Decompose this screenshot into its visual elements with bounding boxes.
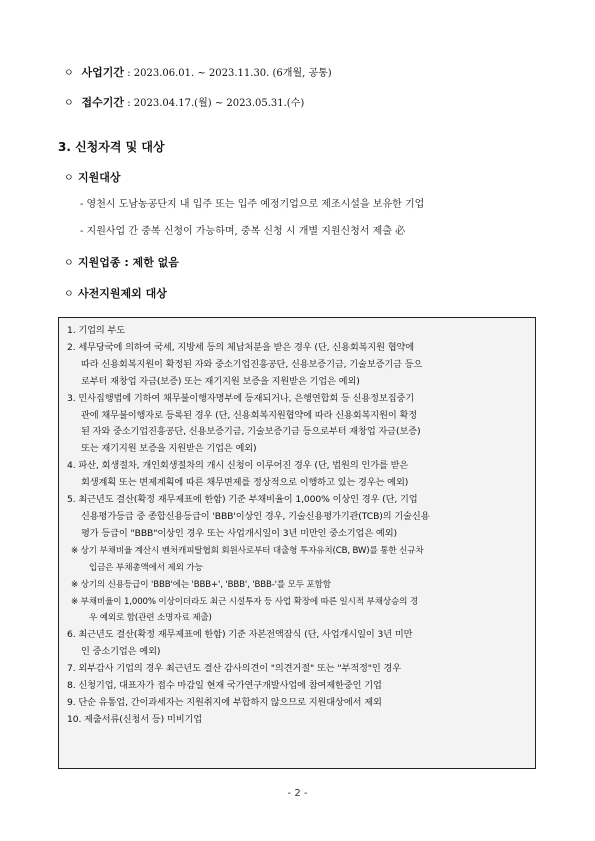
exclusion-list-box [58, 317, 536, 769]
exclusion-line: 5. 최근년도 결산(확정 재무제표에 한함) 기준 부채비율이 1,000% 이상인 경우 (단, 기업 [67, 494, 418, 506]
application-period-value: : 2023.04.17.(월) ~ 2023.05.31.(수) [124, 98, 305, 109]
exclusion-line: 4. 파산, 회생절차, 개인회생절차의 개시 신청이 이루어진 경우 (단, 법원의 인가를 받은 [67, 460, 409, 472]
exclusion-line: 10. 제출서류(신청서 등) 미비기업 [67, 713, 203, 725]
exclusion-line: 6. 최근년도 결산(확정 재무제표에 한함) 기준 자본전액잠식 (단, 사업개시일이 3년 미만 [67, 629, 413, 641]
target-heading: ㅇ 지원대상 [64, 171, 121, 184]
exclusion-line: 8. 신청기업, 대표자가 접수 마감일 현재 국가연구개발사업에 참여제한중인 기업 [67, 680, 382, 692]
circle-bullet-icon: ㅇ [64, 173, 74, 184]
exclusion-note: ※ 부채비율이 1,000% 이상이더라도 최근 시설투자 등 사업 확장에 따른 일시적 부채상승의 경 [71, 596, 419, 607]
exclusion-line: 된 자와 중소기업진흥공단, 신용보증기금, 기술보증기금 등으로부터 재창업 자금(보증) [81, 426, 421, 438]
circle-bullet-icon: ㅇ [64, 289, 74, 300]
exclusion-note: 입금은 부채총액에서 제외 가능 [89, 562, 203, 573]
circle-bullet-icon: ㅇ [64, 258, 74, 269]
business-period-row [64, 65, 332, 81]
business-period-value: : 2023.06.01. ~ 2023.11.30. (6개월, 공통) [124, 68, 332, 79]
exclusion-line: 또는 재기지원 보증을 지원받은 기업은 예외) [81, 443, 257, 455]
business-period-label: 사업기간 [81, 66, 125, 79]
exclusion-line: 평가 등급이 "BBB"이상인 경우 또는 사업개시일이 3년 미만인 중소기업은 예외) [81, 527, 397, 539]
exclusion-line: 9. 단순 유통업, 간이과세자는 지원취지에 부합하지 않으므로 지원대상에서 제외 [67, 696, 382, 708]
exclusion-heading: ㅇ 사전지원제외 대상 [64, 287, 167, 300]
exclusion-line: 회생계획 또는 변제계획에 따른 채무변제를 정상적으로 이행하고 있는 경우는 예외) [81, 477, 409, 489]
exclusion-line: 따라 신용회복지원이 확정된 자와 중소기업진흥공단, 신용보증기금, 기술보증기금 등으 [81, 358, 423, 370]
exclusion-line: 로부터 재창업 자금(보증) 또는 재기지원 보증을 지원받은 기업은 예외) [81, 375, 360, 387]
circle-bullet-icon: ㅇ [64, 98, 74, 109]
exclusion-note: 우 예외로 함(관련 소명자료 제출) [89, 613, 212, 624]
circle-bullet-icon: ㅇ [64, 68, 74, 79]
exclusion-line: 관에 채무불이행자로 등록된 경우 (단, 신용회복지원협약에 따라 신용회복지원이 확정 [81, 409, 417, 421]
exclusion-note: ※ 상기의 신용등급이 'BBB'에는 'BBB+', 'BBB', 'BBB-'를 모두 포함함 [71, 579, 331, 590]
exclusion-line: 신용평가등급 중 종합신용등급이 'BBB'이상인 경우, 기술신용평가기관(TCB)의 기술신용 [81, 510, 430, 522]
section-title: 3. 신청자격 및 대상 [58, 140, 165, 154]
exclusion-line: 7. 외부감사 기업의 경우 최근년도 결산 감사의견이 "의견거절" 또는 "부적정"인 경우 [67, 663, 402, 675]
application-period-label: 접수기간 [81, 96, 125, 109]
industry-row: ㅇ 지원업종 : 제한 없음 [64, 256, 179, 269]
exclusion-line: 2. 세무당국에 의하여 국세, 지방세 등의 체납처분을 받은 경우 (단, 신용회복지원 협약에 [67, 341, 415, 353]
target-item: - 영천시 도남농공단지 내 입주 또는 입주 예정기업으로 제조시설을 보유한 기업 [80, 199, 425, 210]
exclusion-line: 3. 민사집행법에 기하여 채무불이행자명부에 등재되거나, 은행연합회 등 신용정보집중기 [67, 392, 415, 404]
application-period-row [64, 95, 304, 111]
target-item: - 지원사업 간 중복 신청이 가능하며, 중복 신청 시 개별 지원신청서 제출 必 [80, 226, 406, 237]
exclusion-line: 인 중소기업은 예외) [81, 646, 161, 658]
page-number: - 2 - [287, 788, 308, 799]
exclusion-note: ※ 상기 부채비율 계산시 벤처캐피탈협회 회원사로부터 대출형 투자유치(CB, BW)를 통한 신규차 [71, 545, 424, 556]
exclusion-line: 1. 기업의 부도 [67, 325, 126, 336]
